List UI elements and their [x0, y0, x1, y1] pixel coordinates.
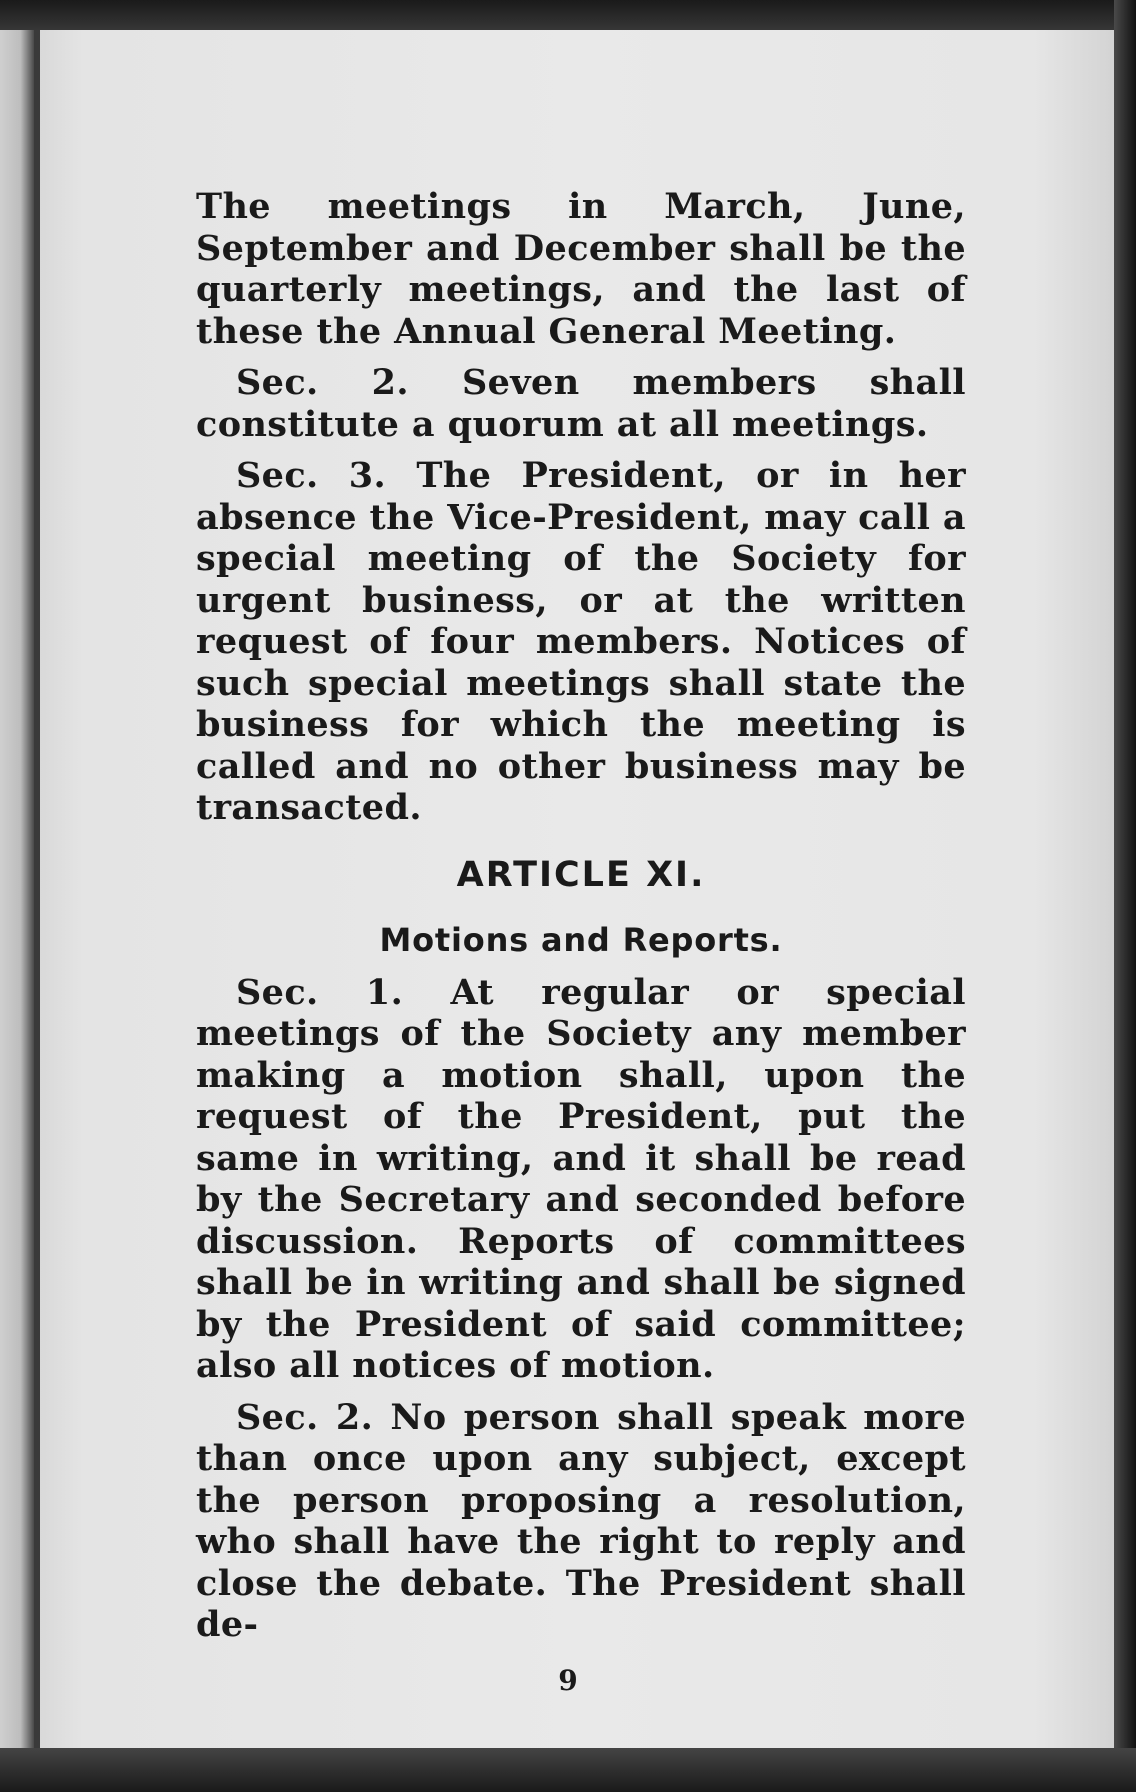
paragraph-sec-3: Sec. 3. The President, or in her absence the Vice-President, may call a special meeting of the Society for urgent business, or at the written request of four members. Notices of such special meetings shall state the business for which the meeting is called and no other business may be transacted.	[196, 455, 966, 828]
bottom-scan-shadow	[0, 1748, 1136, 1792]
paragraph-article-sec-1: Sec. 1. At regular or special meetings of the Society any member making a motion shall, upon the request of the President, put the same in writing, and it shall be read by the Secretary and seconded before discussion. Reports of committees shall be in writing and shall be signed by the President of said committee; also all notices of motion.	[196, 971, 966, 1386]
page-number: 9	[558, 1664, 578, 1697]
paragraph-article-sec-2: Sec. 2. No person shall speak more than once upon any subject, except the person proposing a resolution, who shall have the right to reply and close the debate. The President shall de-	[196, 1396, 966, 1645]
top-scan-shadow	[0, 0, 1136, 34]
paragraph-continuation: The meetings in March, June, September and December shall be the quarterly meetings, and the last of these the Annual General Meeting.	[196, 186, 966, 352]
article-title: ARTICLE XI.	[456, 854, 706, 895]
book-binding-edge	[0, 30, 34, 1750]
right-scan-shadow	[1114, 0, 1136, 1792]
paragraph-sec-2: Sec. 2. Seven members shall constitute a quorum at all meetings.	[196, 362, 966, 445]
page-text	[196, 186, 966, 1656]
article-subtitle: Motions and Reports.	[379, 921, 783, 959]
